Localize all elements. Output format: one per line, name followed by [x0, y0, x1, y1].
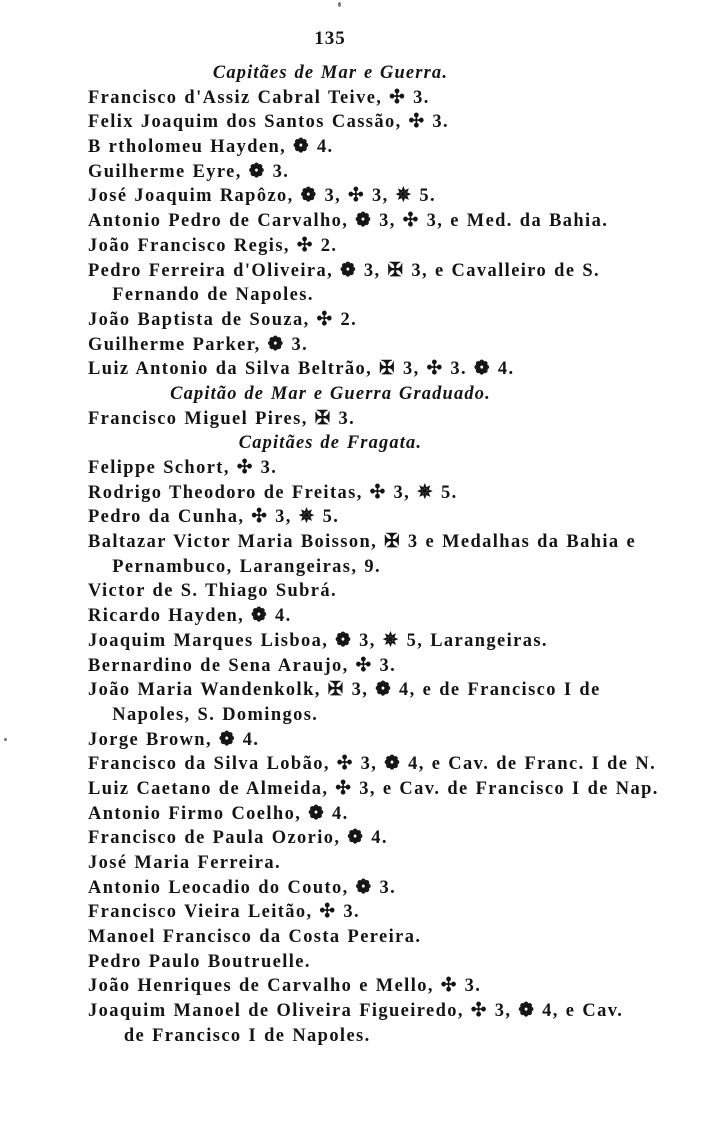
- list-entry: Francisco de Paula Ozorio, ❁ 4.: [88, 827, 388, 849]
- list-entry: B rtholomeu Hayden, ❁ 4.: [88, 136, 334, 158]
- list-entry: Antonio Firmo Coelho, ❁ 4.: [88, 802, 349, 824]
- list-entry: Francisco Vieira Leitão, ✣ 3.: [88, 901, 361, 923]
- list-entry: Joaquim Marques Lisboa, ❁ 3, ✵ 5, Larangeiras.: [88, 629, 548, 651]
- list-entry-continuation: de Francisco I de Napoles.: [123, 1024, 371, 1046]
- page-body: [88, 61, 704, 1049]
- section-heading: Capitães de Fragata.: [238, 432, 423, 454]
- list-entry: Guilherme Eyre, ❁ 3.: [88, 160, 290, 182]
- print-speck: [4, 738, 7, 741]
- list-entry: Pedro Paulo Boutruelle.: [88, 950, 311, 972]
- list-entry: João Baptista de Souza, ✣ 2.: [88, 308, 358, 330]
- list-entry: Rodrigo Theodoro de Freitas, ✣ 3, ✵ 5.: [88, 481, 458, 503]
- list-entry: João Maria Wandenkolk, ✠ 3, ❁ 4, e de Francisco I de: [88, 679, 601, 701]
- section-heading: Capitão de Mar e Guerra Graduado.: [170, 382, 491, 404]
- section-heading: Capitães de Mar e Guerra.: [212, 62, 449, 83]
- list-entry: Luiz Caetano de Almeida, ✣ 3, e Cav. de Francisco I de Nap.: [88, 777, 659, 799]
- list-entry: Francisco d'Assiz Cabral Teive, ✣ 3.: [88, 86, 430, 108]
- list-entry: José Maria Ferreira.: [88, 852, 281, 873]
- list-entry: João Henriques de Carvalho e Mello, ✣ 3.: [88, 975, 482, 997]
- list-entry-continuation: Pernambuco, Larangeiras, 9.: [112, 555, 381, 577]
- list-entry: Pedro da Cunha, ✣ 3, ✵ 5.: [88, 506, 340, 528]
- list-entry-continuation: Fernando de Napoles.: [112, 284, 314, 306]
- list-entry: João Francisco Regis, ✣ 2.: [88, 234, 338, 256]
- list-entry: Manoel Francisco da Costa Pereira.: [88, 926, 422, 948]
- list-entry: José Joaquim Rapôzo, ❁ 3, ✣ 3, ✵ 5.: [88, 185, 437, 207]
- list-entry-continuation: Napoles, S. Domingos.: [112, 703, 319, 725]
- list-entry: Francisco Miguel Pires, ✠ 3.: [88, 407, 356, 429]
- list-entry: Luiz Antonio da Silva Beltrão, ✠ 3, ✣ 3. ❁ 4.: [88, 358, 515, 380]
- list-entry: Francisco da Silva Lobão, ✣ 3, ❁ 4, e Cav. de Franc. I de N.: [88, 753, 657, 775]
- print-speck: [338, 2, 341, 7]
- list-entry: Antonio Leocadio do Couto, ❁ 3.: [88, 876, 397, 898]
- list-entry: Victor de S. Thiago Subrá.: [88, 580, 338, 602]
- list-entry: Joaquim Manoel de Oliveira Figueiredo, ✣ 3, ❁ 4, e Cav.: [88, 1000, 624, 1022]
- list-entry: Antonio Pedro de Carvalho, ❁ 3, ✣ 3, e Med. da Bahia.: [88, 210, 609, 232]
- page-number: 135: [314, 28, 346, 49]
- list-entry: Felix Joaquim dos Santos Cassão, ✣ 3.: [88, 111, 450, 133]
- list-entry: Jorge Brown, ❁ 4.: [88, 728, 260, 750]
- list-entry: Guilherme Parker, ❁ 3.: [88, 333, 309, 355]
- list-entry: Felippe Schort, ✣ 3.: [88, 457, 278, 478]
- list-entry: Baltazar Victor Maria Boisson, ✠ 3 e Medalhas da Bahia e: [88, 531, 637, 553]
- list-entry: Pedro Ferreira d'Oliveira, ❁ 3, ✠ 3, e Cavalleiro de S.: [88, 259, 601, 281]
- list-entry: Ricardo Hayden, ❁ 4.: [88, 605, 292, 627]
- list-entry: Bernardino de Sena Araujo, ✣ 3.: [88, 654, 397, 676]
